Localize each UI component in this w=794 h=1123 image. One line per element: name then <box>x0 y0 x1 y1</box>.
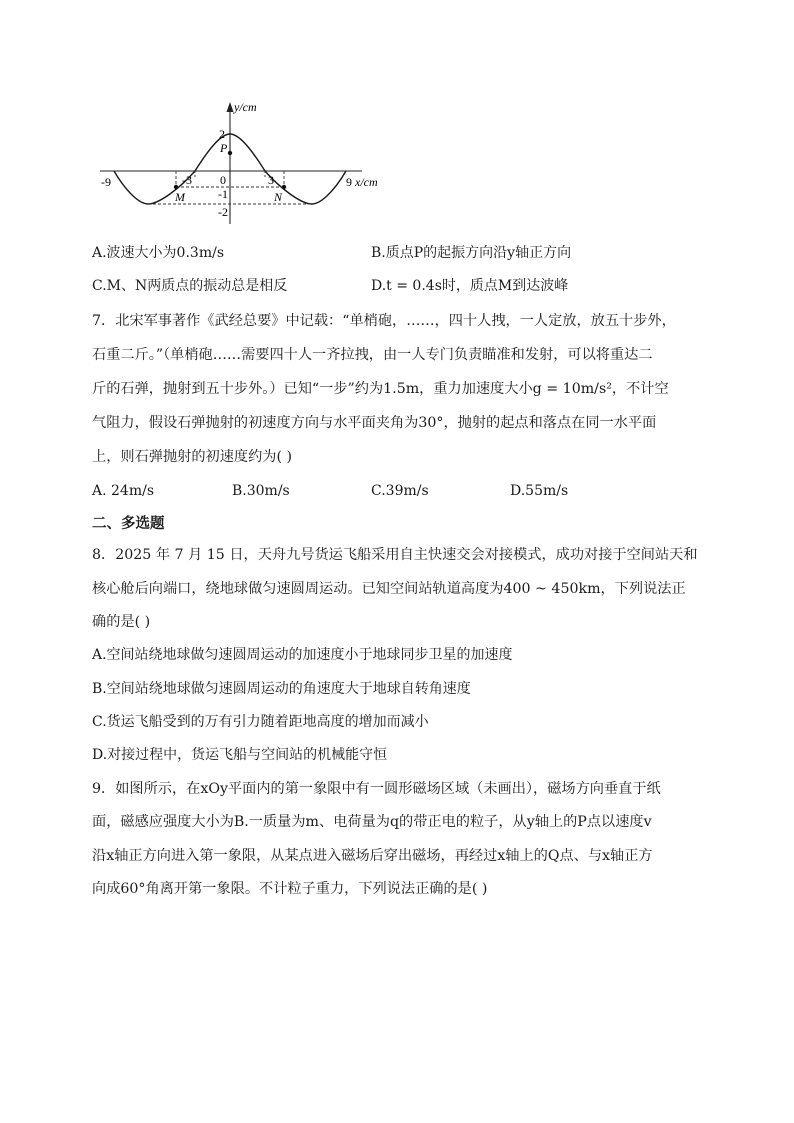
q6-option-d[interactable]: D.t = 0.4s时，质点M到达波峰 <box>371 278 569 294</box>
q6-option-c[interactable]: C.M、N两质点的振动总是相反 <box>92 278 288 294</box>
x-axis-label: x/cm <box>355 175 378 189</box>
q9-stem-line-3: 沿x轴正方向进入第一象限，从某点进入磁场后穿出磁场，再经过x轴上的Q点、与x轴正方 <box>92 848 653 864</box>
label-p: P <box>220 141 228 155</box>
y-tick-2: 2 <box>219 127 225 141</box>
q8-option-d[interactable]: D.对接过程中，货运飞船与空间站的机械能守恒 <box>92 747 388 763</box>
q8-option-b[interactable]: B.空间站绕地球做匀速圆周运动的角速度大于地球自转角速度 <box>92 681 471 697</box>
q7-stem-line-4: 气阻力，假设石弹抛射的初速度方向与水平面夹角为30°，抛射的起点和落点在同一水平面 <box>92 415 657 431</box>
q8-stem-line-1: 8．2025 年 7 月 15 日，天舟九号货运飞船采用自主快速交会对接模式，成功对接于空间站天和 <box>92 547 698 563</box>
x-tick-3: 3 <box>268 173 274 187</box>
label-n: N <box>274 190 283 204</box>
q7-option-d[interactable]: D.55m/s <box>510 483 569 499</box>
y-axis-arrow <box>227 102 234 112</box>
origin-label: 0 <box>220 173 226 187</box>
q9-stem-line-1: 9．如图所示，在xOy平面内的第一象限中有一圆形磁场区域（未画出），磁场方向垂直于纸 <box>92 781 661 797</box>
q8-option-c[interactable]: C.货运飞船受到的万有引力随着距地高度的增加而减小 <box>92 714 429 730</box>
point-p <box>228 151 232 155</box>
point-m <box>174 185 178 189</box>
y-tick-minus1: -1 <box>218 187 228 201</box>
q6-option-b[interactable]: B.质点P的起振方向沿y轴正方向 <box>371 245 572 261</box>
q6-option-a[interactable]: A.波速大小为0.3m/s <box>92 245 225 261</box>
q7-stem-line-1: 7．北宋军事著作《武经总要》中记载：“单梢砲，……，四十人拽，一人定放，放五十步外， <box>92 313 676 329</box>
q7-option-b[interactable]: B.30m/s <box>232 483 290 499</box>
q7-stem-line-5: 上，则石弹抛射的初速度约为( ) <box>92 449 293 465</box>
q7-option-c[interactable]: C.39m/s <box>371 483 429 499</box>
q7-stem-line-2: 石重二斤。”（单梢砲……需要四十人一齐拉拽，由一人专门负责瞄准和发射，可以将重达二 <box>92 347 653 363</box>
section-2-title: 二、多选题 <box>92 516 165 532</box>
wave-figure <box>96 96 396 226</box>
point-n <box>282 185 286 189</box>
x-tick-minus9: -9 <box>101 175 111 189</box>
label-m: M <box>175 190 185 204</box>
q9-stem-line-4: 向成60°角离开第一象限。不计粒子重力，下列说法正确的是( ) <box>92 881 488 897</box>
q8-stem-line-3: 确的是( ) <box>92 614 151 630</box>
q7-stem-line-3: 斤的石弹，抛射到五十步外。）已知“一步”约为1.5m，重力加速度大小g = 10m/s²，不计空 <box>92 381 669 397</box>
q8-stem-line-2: 核心舱后向端口，绕地球做匀速圆周运动。已知空间站轨道高度为400 ~ 450km，下列说法正 <box>92 581 686 597</box>
y-tick-minus2: -2 <box>218 205 228 219</box>
x-tick-9: 9 <box>346 175 352 189</box>
q9-stem-line-2: 面，磁感应强度大小为B.一质量为m、电荷量为q的带正电的粒子，从y轴上的P点以速度v <box>92 814 652 830</box>
q8-option-a[interactable]: A.空间站绕地球做匀速圆周运动的加速度小于地球同步卫星的加速度 <box>92 647 513 663</box>
y-axis-label: y/cm <box>234 100 257 114</box>
q7-option-a[interactable]: A. 24m/s <box>92 483 155 499</box>
x-tick-minus3: -3 <box>182 173 192 187</box>
